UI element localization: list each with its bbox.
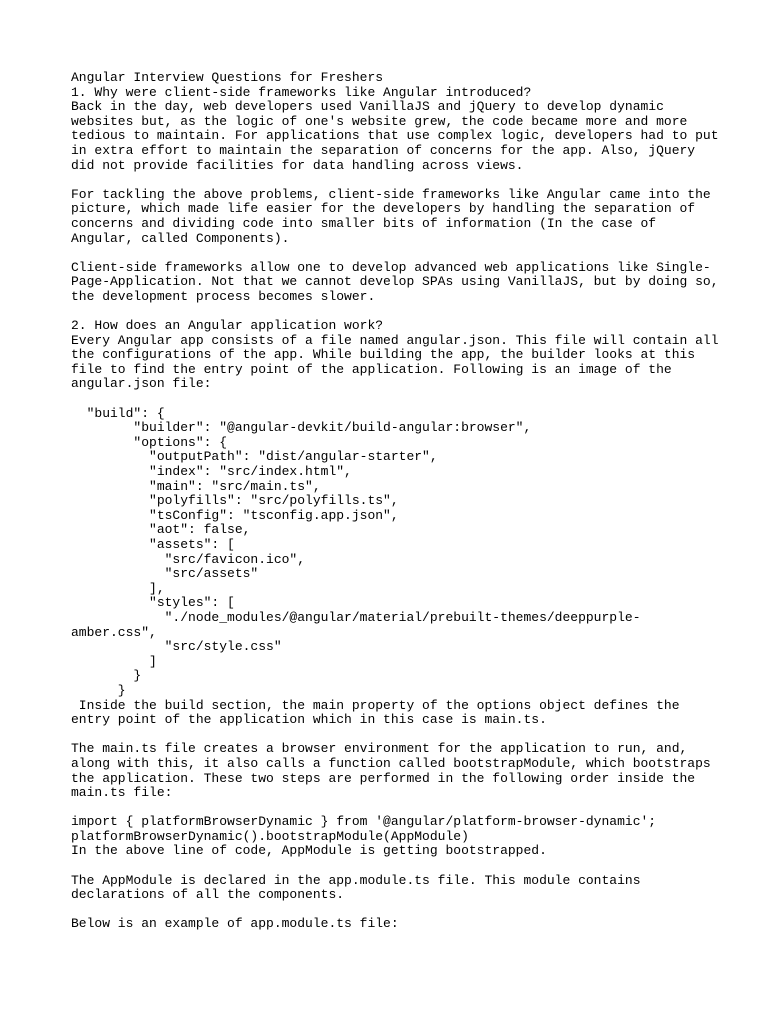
- text-line: concerns and dividing code into smaller bits of information (In the case of: [71, 215, 657, 231]
- text-line: "main": "src/main.ts",: [71, 478, 321, 494]
- blank-line: [71, 801, 711, 816]
- text-line: ]: [71, 653, 157, 669]
- text-line: "assets": [: [71, 537, 235, 552]
- text-line: Client-side frameworks allow one to develop advanced web applications like Single-: [71, 259, 711, 275]
- blank-line: [71, 305, 711, 320]
- text-line: 1. Why were client-side frameworks like Angular introduced?: [71, 84, 532, 100]
- text-line: the configurations of the app. While building the app, the builder looks at this: [71, 347, 696, 363]
- text-line: ],: [71, 580, 165, 596]
- text-line: along with this, it also calls a function called bootstrapModule, which bootstraps: [71, 755, 711, 771]
- text-line: Below is an example of app.module.ts file:: [71, 916, 399, 932]
- text-line: "builder": "@angular-devkit/build-angular:browser",: [71, 420, 532, 436]
- blank-line: [71, 173, 711, 188]
- text-line: Every Angular app consists of a file named angular.json. This file will contain all: [71, 332, 719, 348]
- text-line: "src/favicon.ico",: [71, 551, 306, 567]
- text-line: }: [71, 682, 126, 698]
- text-line: file to find the entry point of the application. Following is an image of the: [71, 361, 672, 377]
- text-line: For tackling the above problems, client-side frameworks like Angular came into the: [71, 186, 711, 202]
- text-line: "outputPath": "dist/angular-starter",: [71, 449, 438, 465]
- text-line: "./node_modules/@angular/material/prebuilt-themes/deeppurple-: [71, 609, 641, 625]
- text-line: picture, which made life easier for the developers by handling the separation of: [71, 201, 696, 217]
- text-line: main.ts file:: [71, 785, 173, 801]
- text-line: amber.css",: [71, 624, 157, 640]
- document-page: [71, 70, 719, 932]
- text-line: "src/style.css": [71, 639, 282, 655]
- text-line: the application. These two steps are performed in the following order inside the: [71, 770, 696, 786]
- text-line: the development process becomes slower.: [71, 288, 376, 304]
- text-line: "src/assets": [71, 566, 259, 582]
- text-line: Angular, called Components).: [71, 230, 290, 246]
- text-line: angular.json file:: [71, 376, 212, 392]
- text-line: "aot": false,: [71, 522, 251, 538]
- text-line: in extra effort to maintain the separation of concerns for the app. Also, jQuery: [71, 142, 696, 158]
- text-line: In the above line of code, AppModule is getting bootstrapped.: [71, 843, 547, 859]
- text-line: did not provide facilities for data handling across views.: [71, 157, 524, 173]
- text-line: websites but, as the logic of one's website grew, the code became more and more: [71, 113, 688, 129]
- text-line: Inside the build section, the main property of the options object defines the: [71, 697, 680, 713]
- blank-line: [71, 392, 711, 407]
- text-line: 2. How does an Angular application work?: [71, 318, 384, 334]
- text-line: "index": "src/index.html",: [71, 464, 352, 480]
- text-line: Back in the day, web developers used VanillaJS and jQuery to develop dynamic: [71, 99, 664, 115]
- text-line: "options": {: [71, 434, 228, 450]
- text-line: }: [71, 668, 142, 684]
- blank-line: [71, 728, 711, 743]
- text-line: Angular Interview Questions for Freshers: [71, 70, 384, 85]
- blank-line: [71, 246, 711, 261]
- text-line: The AppModule is declared in the app.module.ts file. This module contains: [71, 872, 641, 888]
- text-line: tedious to maintain. For applications that use complex logic, developers had to put: [71, 128, 719, 144]
- text-line: declarations of all the components.: [71, 887, 345, 903]
- text-line: import { platformBrowserDynamic } from '@angular/platform-browser-dynamic';: [71, 814, 657, 830]
- text-line: "polyfills": "src/polyfills.ts",: [71, 493, 399, 509]
- blank-line: [71, 859, 711, 874]
- text-line: platformBrowserDynamic().bootstrapModule(AppModule): [71, 828, 469, 844]
- text-line: entry point of the application which in this case is main.ts.: [71, 712, 547, 728]
- blank-line: [71, 903, 711, 918]
- text-line: "build": {: [71, 405, 165, 421]
- text-line: "tsConfig": "tsconfig.app.json",: [71, 507, 399, 523]
- text-line: "styles": [: [71, 595, 235, 611]
- text-line: Page-Application. Not that we cannot develop SPAs using VanillaJS, but by doing so,: [71, 274, 719, 290]
- text-line: The main.ts file creates a browser environment for the application to run, and,: [71, 741, 688, 757]
